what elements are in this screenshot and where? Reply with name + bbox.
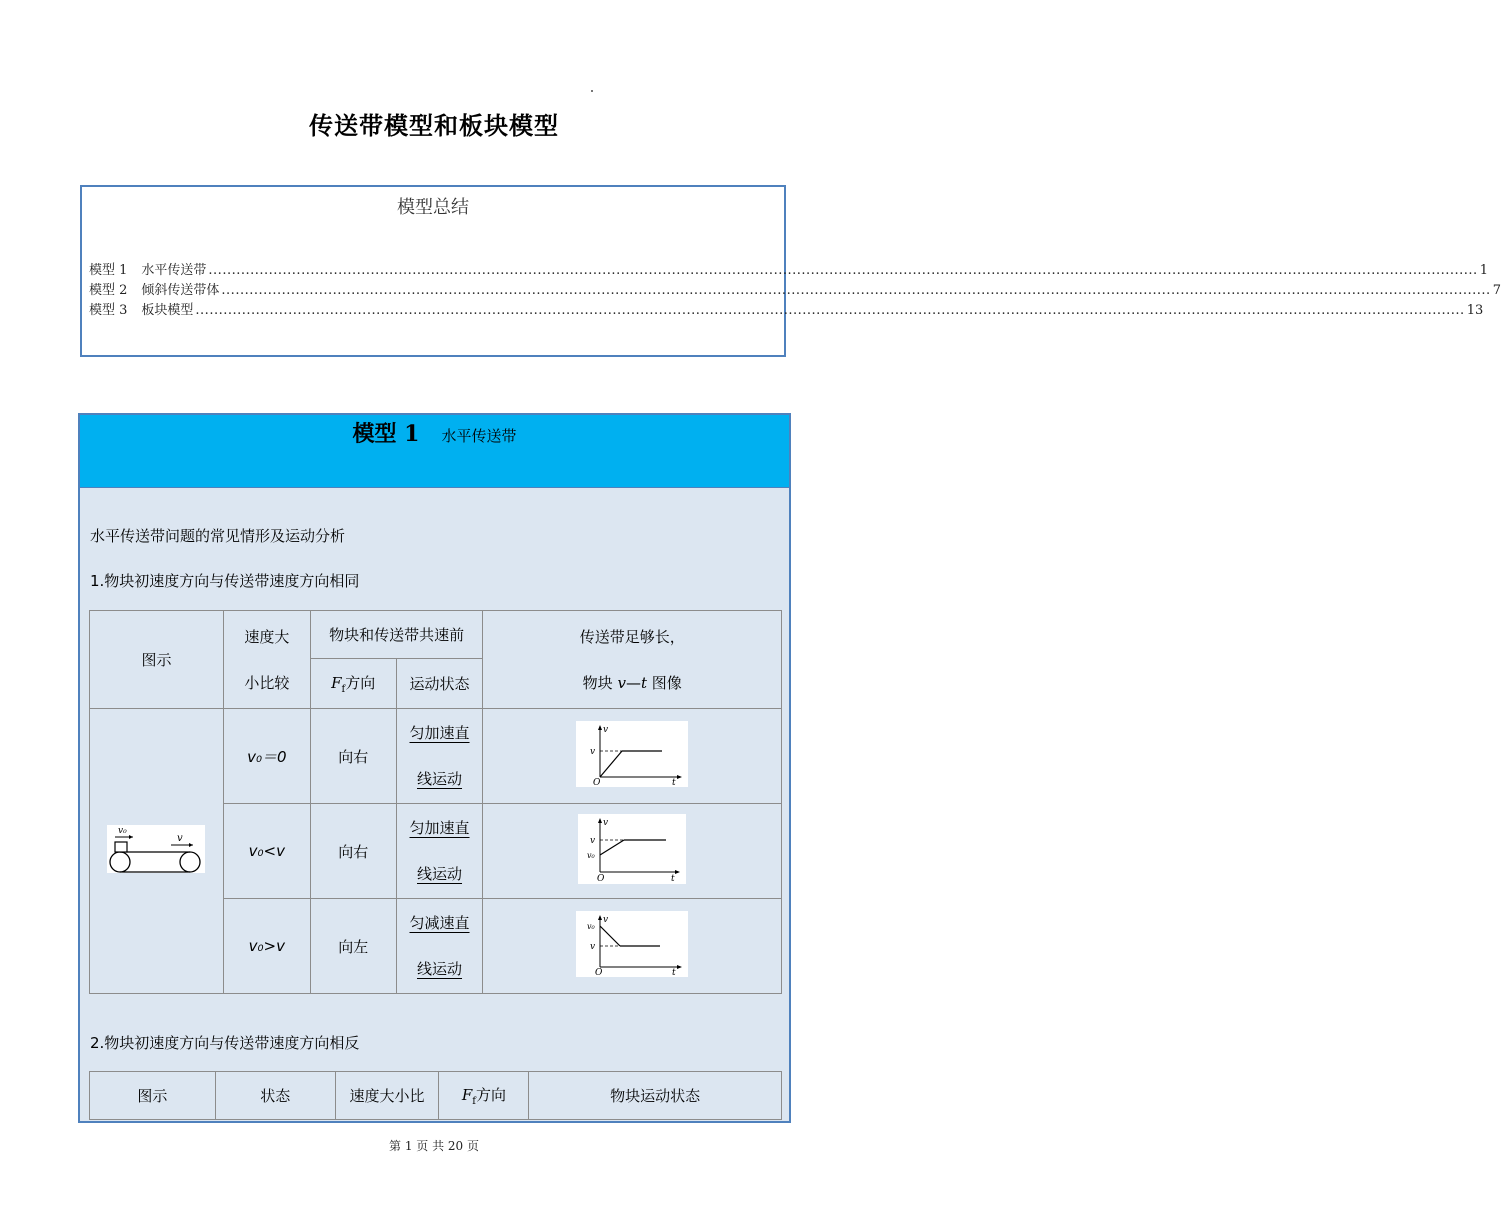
- svg-text:v₀: v₀: [587, 922, 595, 931]
- toc-entry[interactable]: [89, 301, 1484, 321]
- toc-number: 模型 2: [89, 283, 128, 298]
- vt-graph-cell: [483, 709, 782, 804]
- header-diagram: 图示: [90, 611, 224, 709]
- header-friction-direction: $F_f$方向: [310, 659, 396, 709]
- page-footer: 第 1 页 共 20 页: [389, 1139, 479, 1153]
- svg-text:v: v: [590, 942, 596, 952]
- svg-text:v: v: [177, 833, 184, 844]
- vt-graph-uniform-acceleration: [576, 721, 688, 787]
- table-of-contents: [89, 261, 1501, 321]
- model1-heading-sub: 水平传送带: [441, 427, 517, 445]
- toc-page: 7: [1492, 283, 1501, 298]
- vt-graph-decelerate-then-uniform: [576, 911, 688, 977]
- toc-label: 板块模型: [141, 303, 194, 318]
- summary-heading: 模型总结: [397, 197, 469, 218]
- svg-text:v: v: [603, 915, 609, 925]
- header-speed-compare: 速度大 小比较: [223, 611, 310, 709]
- table-row: [90, 709, 782, 804]
- toc-number: 模型 3: [89, 303, 128, 318]
- header-diagram: 图示: [90, 1072, 216, 1120]
- model1-section: [78, 413, 791, 1123]
- header-motion-state: 物块运动状态: [529, 1072, 782, 1120]
- conveyor-belt-diagram: [107, 825, 205, 873]
- motion-state-cell: 匀加速直 线运动: [396, 709, 483, 804]
- model1-intro: 水平传送带问题的常见情形及运动分析: [90, 527, 346, 545]
- speed-compare-cell: v₀＝0: [223, 709, 310, 804]
- speed-compare-cell: v₀<v: [223, 804, 310, 899]
- toc-label: 倾斜传送带体: [141, 283, 220, 298]
- toc-leader: ..................................................................................................................................................................................................................................................................................: [208, 263, 1478, 278]
- toc-page: 13: [1466, 303, 1484, 318]
- header-state: 状态: [215, 1072, 335, 1120]
- svg-text:O: O: [595, 968, 603, 978]
- toc-entry[interactable]: [89, 281, 1501, 301]
- vt-graph-cell: [483, 899, 782, 994]
- same-direction-table: [89, 610, 782, 994]
- vt-graph-accelerate-then-uniform: [578, 814, 686, 884]
- header-friction-direction: $F_f$方向: [439, 1072, 529, 1120]
- svg-text:v₀: v₀: [587, 851, 595, 860]
- friction-direction-cell: 向左: [310, 899, 396, 994]
- svg-text:O: O: [597, 874, 605, 884]
- svg-text:t: t: [672, 968, 676, 978]
- friction-direction-cell: 向右: [310, 709, 396, 804]
- header-speed-compare: 速度大小比: [335, 1072, 439, 1120]
- svg-text:v: v: [603, 818, 609, 828]
- opposite-direction-table: [89, 1071, 782, 1120]
- motion-state-cell: 匀加速直 线运动: [396, 804, 483, 899]
- header-vt-graph: 传送带足够长， 物块 v—t 图像: [483, 611, 782, 709]
- svg-text:v₀: v₀: [118, 826, 128, 836]
- motion-state-cell: 匀减速直 线运动: [396, 899, 483, 994]
- toc-label: 水平传送带: [141, 263, 207, 278]
- header-motion-state: 运动状态: [396, 659, 483, 709]
- vt-graph-cell: [483, 804, 782, 899]
- toc-number: 模型 1: [89, 263, 128, 278]
- conveyor-diagram-cell: [90, 709, 224, 994]
- stray-mark: [591, 90, 593, 92]
- svg-text:v: v: [603, 725, 609, 735]
- model1-heading-main: 模型 1: [352, 421, 420, 447]
- section2-heading: 2.物块初速度方向与传送带速度方向相反: [90, 1034, 360, 1052]
- speed-compare-cell: v₀>v: [223, 899, 310, 994]
- summary-box: [80, 185, 1501, 357]
- svg-text:t: t: [671, 874, 675, 884]
- document-title: 传送带模型和板块模型: [309, 112, 559, 140]
- svg-text:v: v: [590, 836, 596, 846]
- svg-text:v: v: [590, 747, 596, 757]
- toc-leader: ..................................................................................................................................................................................................................................................................................: [195, 303, 1465, 318]
- header-before-common-speed: 物块和传送带共速前: [310, 611, 483, 659]
- svg-text:O: O: [593, 778, 601, 788]
- toc-leader: ..................................................................................................................................................................................................................................................................................: [221, 283, 1491, 298]
- toc-page: 1: [1479, 263, 1488, 278]
- model1-header: [80, 415, 789, 488]
- svg-text:t: t: [672, 778, 676, 788]
- toc-entry[interactable]: [89, 261, 1488, 281]
- friction-direction-cell: 向右: [310, 804, 396, 899]
- section1-heading: 1.物块初速度方向与传送带速度方向相同: [90, 572, 360, 590]
